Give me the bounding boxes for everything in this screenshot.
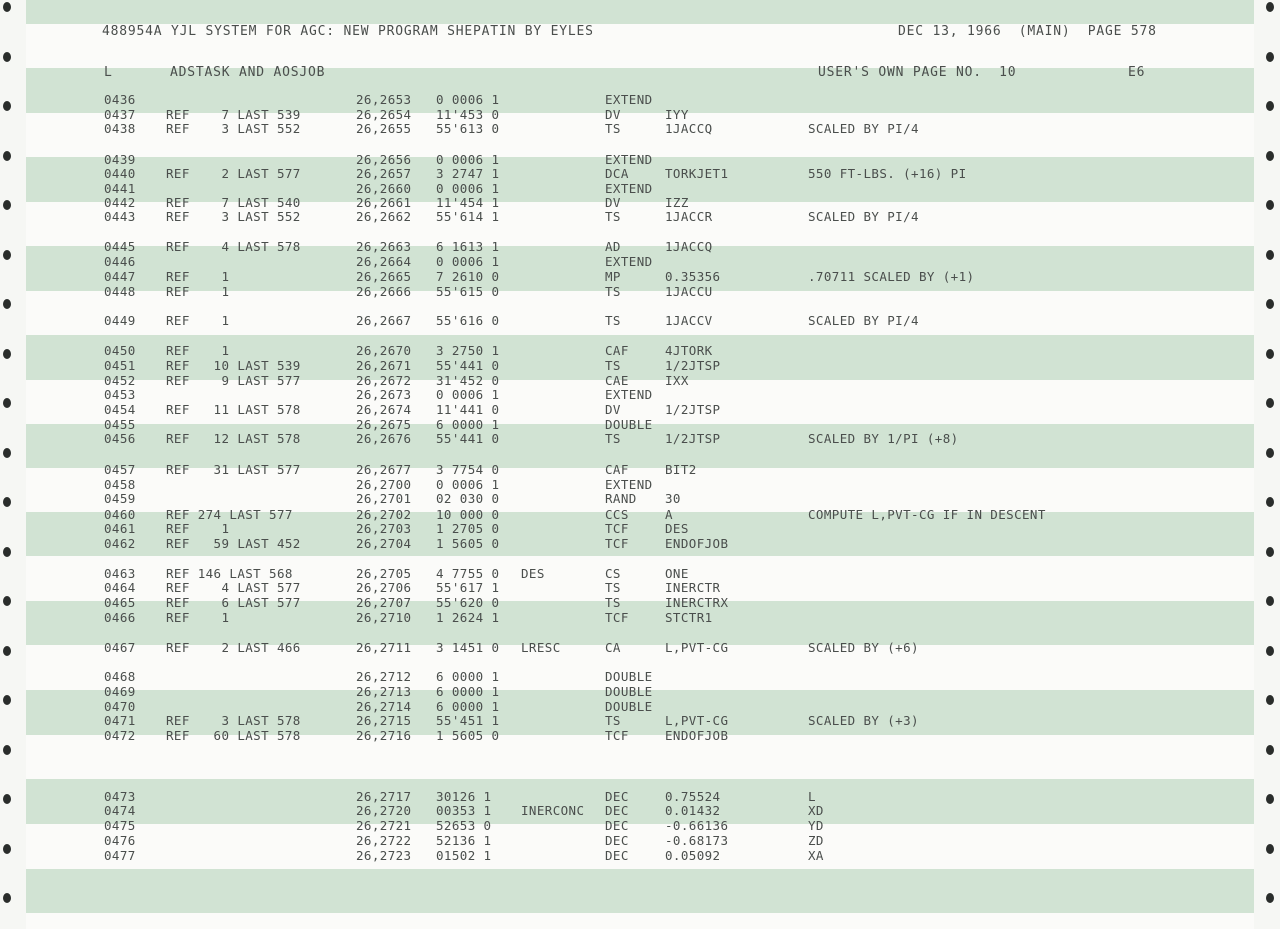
opcode: DV — [605, 195, 621, 210]
address-field: 26,2703 — [356, 521, 412, 536]
operand: INERCTR — [665, 580, 721, 595]
opcode: DOUBLE — [605, 684, 653, 699]
feed-hole — [1266, 893, 1274, 903]
comment: COMPUTE L,PVT-CG IF IN DESCENT — [808, 507, 1046, 522]
operand: IYY — [665, 107, 689, 122]
operand: TORKJET1 — [665, 166, 729, 181]
address-field: 26,2701 — [356, 491, 412, 506]
listing-row — [0, 284, 1280, 299]
opcode: AD — [605, 239, 621, 254]
comment: XA — [808, 848, 824, 863]
opcode: CAF — [605, 343, 629, 358]
opcode: TS — [605, 121, 621, 136]
operand: -0.66136 — [665, 818, 729, 833]
feed-hole — [1266, 52, 1274, 62]
line-number: 0464 — [104, 580, 136, 595]
opcode: TCF — [605, 610, 629, 625]
octal-word: 31'452 0 — [436, 373, 500, 388]
operand: 1JACCQ — [665, 239, 713, 254]
address-field: 26,2677 — [356, 462, 412, 477]
comment: XD — [808, 803, 824, 818]
operand: 1/2JTSP — [665, 402, 721, 417]
address-field: 26,2704 — [356, 536, 412, 551]
comment: SCALED BY PI/4 — [808, 209, 919, 224]
opcode: DOUBLE — [605, 669, 653, 684]
address-field: 26,2721 — [356, 818, 412, 833]
address-field: 26,2722 — [356, 833, 412, 848]
octal-word: 52136 1 — [436, 833, 492, 848]
address-field: 26,2710 — [356, 610, 412, 625]
listing-row — [0, 684, 1280, 699]
address-field: 26,2657 — [356, 166, 412, 181]
feed-hole — [3, 448, 11, 458]
line-number: 0468 — [104, 669, 136, 684]
operand: ENDOFJOB — [665, 536, 729, 551]
reference-field: REF 1 — [166, 343, 230, 358]
listing-row — [0, 387, 1280, 402]
reference-field: REF 146 LAST 568 — [166, 566, 293, 581]
comment: SCALED BY 1/PI (+8) — [808, 431, 959, 446]
address-field: 26,2665 — [356, 269, 412, 284]
opcode: DEC — [605, 818, 629, 833]
line-number: 0466 — [104, 610, 136, 625]
comment: L — [808, 789, 816, 804]
operand: 1JACCR — [665, 209, 713, 224]
address-field: 26,2655 — [356, 121, 412, 136]
listing-header-right: DEC 13, 1966 (MAIN) PAGE 578 — [898, 24, 1157, 39]
listing-row — [0, 343, 1280, 358]
opcode: TS — [605, 358, 621, 373]
reference-field: REF 4 LAST 578 — [166, 239, 301, 254]
address-field: 26,2715 — [356, 713, 412, 728]
line-number: 0474 — [104, 803, 136, 818]
operand: 1/2JTSP — [665, 358, 721, 373]
feed-hole — [3, 2, 11, 12]
address-field: 26,2663 — [356, 239, 412, 254]
line-number: 0446 — [104, 254, 136, 269]
operand: IXX — [665, 373, 689, 388]
feed-hole — [1266, 299, 1274, 309]
opcode: TS — [605, 713, 621, 728]
octal-word: 3 2750 1 — [436, 343, 500, 358]
listing-row — [0, 477, 1280, 492]
octal-word: 30126 1 — [436, 789, 492, 804]
listing-row — [0, 818, 1280, 833]
listing-row — [0, 462, 1280, 477]
address-field: 26,2671 — [356, 358, 412, 373]
listing-row — [0, 833, 1280, 848]
line-number: 0437 — [104, 107, 136, 122]
operand: 30 — [665, 491, 681, 506]
address-field: 26,2706 — [356, 580, 412, 595]
operand: 0.35356 — [665, 269, 721, 284]
line-number: 0462 — [104, 536, 136, 551]
feed-hole — [1266, 448, 1274, 458]
comment: SCALED BY (+3) — [808, 713, 919, 728]
octal-word: 3 1451 0 — [436, 640, 500, 655]
comment: SCALED BY PI/4 — [808, 313, 919, 328]
listing-header-left: 488954A YJL SYSTEM FOR AGC: NEW PROGRAM SHEPATIN BY EYLES — [102, 24, 594, 39]
line-number: 0452 — [104, 373, 136, 388]
reference-field: REF 7 LAST 539 — [166, 107, 301, 122]
octal-word: 1 2705 0 — [436, 521, 500, 536]
address-field: 26,2674 — [356, 402, 412, 417]
line-number: 0471 — [104, 713, 136, 728]
octal-word: 52653 0 — [436, 818, 492, 833]
line-number: 0454 — [104, 402, 136, 417]
line-number: 0456 — [104, 431, 136, 446]
operand: 1JACCU — [665, 284, 713, 299]
listing-row — [0, 209, 1280, 224]
comment: .70711 SCALED BY (+1) — [808, 269, 975, 284]
opcode: DOUBLE — [605, 699, 653, 714]
listing-row — [0, 536, 1280, 551]
operand: 0.75524 — [665, 789, 721, 804]
line-number: 0469 — [104, 684, 136, 699]
listing-row — [0, 610, 1280, 625]
octal-word: 0 0006 1 — [436, 152, 500, 167]
line-number: 0470 — [104, 699, 136, 714]
listing-row — [0, 566, 1280, 581]
operand: DES — [665, 521, 689, 536]
listing-row — [0, 580, 1280, 595]
opcode: EXTEND — [605, 477, 653, 492]
octal-word: 0 0006 1 — [436, 477, 500, 492]
comment: ZD — [808, 833, 824, 848]
listing-row — [0, 313, 1280, 328]
octal-word: 55'451 1 — [436, 713, 500, 728]
line-number: 0440 — [104, 166, 136, 181]
opcode: CA — [605, 640, 621, 655]
listing-row — [0, 789, 1280, 804]
listing-row — [0, 254, 1280, 269]
line-number: 0465 — [104, 595, 136, 610]
feed-hole — [3, 299, 11, 309]
line-number: 0441 — [104, 181, 136, 196]
reference-field: REF 12 LAST 578 — [166, 431, 301, 446]
opcode: EXTEND — [605, 387, 653, 402]
reference-field: REF 11 LAST 578 — [166, 402, 301, 417]
line-number: 0475 — [104, 818, 136, 833]
address-field: 26,2670 — [356, 343, 412, 358]
feed-hole — [3, 52, 11, 62]
line-number: 0453 — [104, 387, 136, 402]
operand: 1JACCV — [665, 313, 713, 328]
listing-row — [0, 431, 1280, 446]
line-number: 0473 — [104, 789, 136, 804]
listing-row — [0, 239, 1280, 254]
operand: 0.05092 — [665, 848, 721, 863]
feed-hole — [1266, 745, 1274, 755]
reference-field: REF 1 — [166, 521, 230, 536]
listing-row — [0, 713, 1280, 728]
opcode: DCA — [605, 166, 629, 181]
address-field: 26,2713 — [356, 684, 412, 699]
octal-word: 55'614 1 — [436, 209, 500, 224]
address-field: 26,2666 — [356, 284, 412, 299]
opcode: DOUBLE — [605, 417, 653, 432]
listing-row — [0, 107, 1280, 122]
operand: 1/2JTSP — [665, 431, 721, 446]
address-field: 26,2675 — [356, 417, 412, 432]
opcode: TCF — [605, 728, 629, 743]
listing-row — [0, 269, 1280, 284]
address-field: 26,2673 — [356, 387, 412, 402]
opcode: DEC — [605, 803, 629, 818]
operand: 4JTORK — [665, 343, 713, 358]
line-number: 0439 — [104, 152, 136, 167]
address-field: 26,2723 — [356, 848, 412, 863]
opcode: EXTEND — [605, 254, 653, 269]
operand: IZZ — [665, 195, 689, 210]
octal-word: 6 0000 1 — [436, 684, 500, 699]
line-number: 0455 — [104, 417, 136, 432]
octal-word: 02 030 0 — [436, 491, 500, 506]
octal-word: 4 7755 0 — [436, 566, 500, 581]
operand: -0.68173 — [665, 833, 729, 848]
opcode: RAND — [605, 491, 637, 506]
line-number: 0438 — [104, 121, 136, 136]
octal-word: 6 0000 1 — [436, 669, 500, 684]
opcode: DV — [605, 402, 621, 417]
octal-word: 0 0006 1 — [436, 387, 500, 402]
operand: L,PVT-CG — [665, 713, 729, 728]
opcode: MP — [605, 269, 621, 284]
line-number: 0461 — [104, 521, 136, 536]
listing-row — [0, 728, 1280, 743]
octal-word: 55'617 1 — [436, 580, 500, 595]
line-number: 0443 — [104, 209, 136, 224]
octal-word: 7 2610 0 — [436, 269, 500, 284]
reference-field: REF 274 LAST 577 — [166, 507, 293, 522]
opcode: DV — [605, 107, 621, 122]
listing-row — [0, 491, 1280, 506]
reference-field: REF 9 LAST 577 — [166, 373, 301, 388]
reference-field: REF 2 LAST 466 — [166, 640, 301, 655]
listing-row — [0, 402, 1280, 417]
symbol-label: DES — [521, 566, 545, 581]
comment: YD — [808, 818, 824, 833]
reference-field: REF 7 LAST 540 — [166, 195, 301, 210]
listing-row — [0, 640, 1280, 655]
address-field: 26,2653 — [356, 92, 412, 107]
log-section-title: ADSTASK AND AOSJOB — [170, 65, 326, 80]
operand: STCTR1 — [665, 610, 713, 625]
line-number: 0448 — [104, 284, 136, 299]
line-number: 0477 — [104, 848, 136, 863]
address-field: 26,2672 — [356, 373, 412, 388]
opcode: EXTEND — [605, 152, 653, 167]
octal-word: 11'441 0 — [436, 402, 500, 417]
symbol-label: LRESC — [521, 640, 561, 655]
listing-row — [0, 803, 1280, 818]
operand: 1JACCQ — [665, 121, 713, 136]
listing-row — [0, 507, 1280, 522]
opcode: TCF — [605, 521, 629, 536]
comment: 550 FT-LBS. (+16) PI — [808, 166, 967, 181]
octal-word: 55'613 0 — [436, 121, 500, 136]
octal-word: 11'454 1 — [436, 195, 500, 210]
line-number: 0459 — [104, 491, 136, 506]
octal-word: 10 000 0 — [436, 507, 500, 522]
opcode: DEC — [605, 833, 629, 848]
opcode: TS — [605, 313, 621, 328]
operand: INERCTRX — [665, 595, 729, 610]
opcode: TS — [605, 209, 621, 224]
line-number: 0460 — [104, 507, 136, 522]
octal-word: 3 2747 1 — [436, 166, 500, 181]
reference-field: REF 3 LAST 552 — [166, 209, 301, 224]
address-field: 26,2654 — [356, 107, 412, 122]
octal-word: 0 0006 1 — [436, 181, 500, 196]
reference-field: REF 1 — [166, 610, 230, 625]
log-section-marker: L — [104, 65, 113, 80]
opcode: TS — [605, 595, 621, 610]
octal-word: 0 0006 1 — [436, 92, 500, 107]
address-field: 26,2662 — [356, 209, 412, 224]
address-field: 26,2661 — [356, 195, 412, 210]
listing-row — [0, 166, 1280, 181]
address-field: 26,2714 — [356, 699, 412, 714]
reference-field: REF 3 LAST 578 — [166, 713, 301, 728]
line-number: 0467 — [104, 640, 136, 655]
page-code: E6 — [1128, 65, 1146, 80]
octal-word: 0 0006 1 — [436, 254, 500, 269]
line-number: 0442 — [104, 195, 136, 210]
operand: ONE — [665, 566, 689, 581]
octal-word: 1 5605 0 — [436, 728, 500, 743]
operand: L,PVT-CG — [665, 640, 729, 655]
greenbar-band — [26, 0, 1254, 24]
line-number: 0463 — [104, 566, 136, 581]
listing-row — [0, 848, 1280, 863]
reference-field: REF 6 LAST 577 — [166, 595, 301, 610]
opcode: CAE — [605, 373, 629, 388]
listing-row — [0, 595, 1280, 610]
reference-field: REF 59 LAST 452 — [166, 536, 301, 551]
octal-word: 55'441 0 — [436, 431, 500, 446]
listing-row — [0, 358, 1280, 373]
address-field: 26,2656 — [356, 152, 412, 167]
address-field: 26,2720 — [356, 803, 412, 818]
octal-word: 55'620 0 — [436, 595, 500, 610]
listing-row — [0, 152, 1280, 167]
opcode: DEC — [605, 789, 629, 804]
octal-word: 55'616 0 — [436, 313, 500, 328]
opcode: EXTEND — [605, 181, 653, 196]
opcode: TCF — [605, 536, 629, 551]
line-number: 0445 — [104, 239, 136, 254]
reference-field: REF 1 — [166, 284, 230, 299]
address-field: 26,2705 — [356, 566, 412, 581]
reference-field: REF 31 LAST 577 — [166, 462, 301, 477]
opcode: CS — [605, 566, 621, 581]
operand: A — [665, 507, 673, 522]
octal-word: 6 0000 1 — [436, 699, 500, 714]
listing-row — [0, 699, 1280, 714]
greenbar-band — [26, 869, 1254, 913]
line-number: 0476 — [104, 833, 136, 848]
octal-word: 00353 1 — [436, 803, 492, 818]
reference-field: REF 10 LAST 539 — [166, 358, 301, 373]
opcode: CAF — [605, 462, 629, 477]
reference-field: REF 4 LAST 577 — [166, 580, 301, 595]
address-field: 26,2664 — [356, 254, 412, 269]
reference-field: REF 60 LAST 578 — [166, 728, 301, 743]
octal-word: 1 2624 1 — [436, 610, 500, 625]
line-number: 0451 — [104, 358, 136, 373]
comment: SCALED BY (+6) — [808, 640, 919, 655]
octal-word: 01502 1 — [436, 848, 492, 863]
octal-word: 3 7754 0 — [436, 462, 500, 477]
listing-row — [0, 521, 1280, 536]
line-number: 0458 — [104, 477, 136, 492]
octal-word: 6 1613 1 — [436, 239, 500, 254]
operand: 0.01432 — [665, 803, 721, 818]
reference-field: REF 1 — [166, 269, 230, 284]
address-field: 26,2712 — [356, 669, 412, 684]
listing-row — [0, 669, 1280, 684]
address-field: 26,2700 — [356, 477, 412, 492]
address-field: 26,2676 — [356, 431, 412, 446]
octal-word: 1 5605 0 — [436, 536, 500, 551]
user-page-number: USER'S OWN PAGE NO. 10 — [818, 65, 1017, 80]
octal-word: 11'453 0 — [436, 107, 500, 122]
listing-row — [0, 92, 1280, 107]
opcode: DEC — [605, 848, 629, 863]
address-field: 26,2716 — [356, 728, 412, 743]
reference-field: REF 3 LAST 552 — [166, 121, 301, 136]
listing-row — [0, 373, 1280, 388]
listing-row — [0, 181, 1280, 196]
line-number: 0449 — [104, 313, 136, 328]
feed-hole — [1266, 2, 1274, 12]
reference-field: REF 2 LAST 577 — [166, 166, 301, 181]
feed-hole — [3, 745, 11, 755]
line-number: 0457 — [104, 462, 136, 477]
listing-row — [0, 417, 1280, 432]
feed-hole — [3, 893, 11, 903]
opcode: CCS — [605, 507, 629, 522]
octal-word: 6 0000 1 — [436, 417, 500, 432]
address-field: 26,2660 — [356, 181, 412, 196]
opcode: TS — [605, 580, 621, 595]
operand: ENDOFJOB — [665, 728, 729, 743]
line-number: 0447 — [104, 269, 136, 284]
address-field: 26,2702 — [356, 507, 412, 522]
opcode: TS — [605, 431, 621, 446]
line-number: 0450 — [104, 343, 136, 358]
address-field: 26,2711 — [356, 640, 412, 655]
listing-row — [0, 121, 1280, 136]
line-number: 0472 — [104, 728, 136, 743]
line-number: 0436 — [104, 92, 136, 107]
opcode: TS — [605, 284, 621, 299]
opcode: EXTEND — [605, 92, 653, 107]
symbol-label: INERCONC — [521, 803, 585, 818]
address-field: 26,2707 — [356, 595, 412, 610]
address-field: 26,2667 — [356, 313, 412, 328]
address-field: 26,2717 — [356, 789, 412, 804]
octal-word: 55'615 0 — [436, 284, 500, 299]
octal-word: 55'441 0 — [436, 358, 500, 373]
reference-field: REF 1 — [166, 313, 230, 328]
comment: SCALED BY PI/4 — [808, 121, 919, 136]
listing-row — [0, 195, 1280, 210]
operand: BIT2 — [665, 462, 697, 477]
